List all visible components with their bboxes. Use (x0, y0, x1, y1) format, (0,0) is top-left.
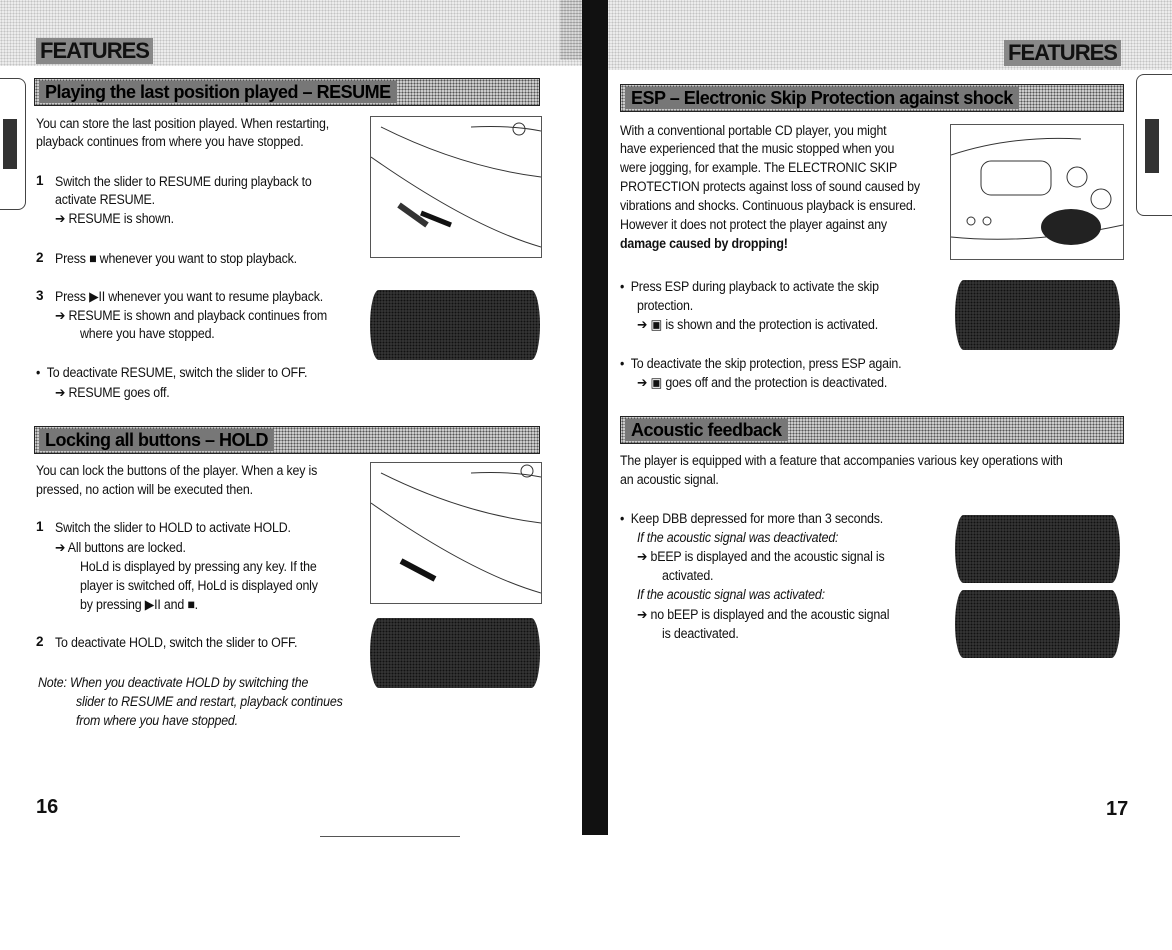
right-section1-bar (620, 84, 1124, 112)
left-s1-step3-result-1: ➔ RESUME is shown and playback continues from (55, 308, 328, 323)
right-side-tab (1136, 74, 1172, 216)
left-s1-step1-line1: Switch the slider to RESUME during playback to (55, 174, 312, 189)
right-s1-bullet2-result-text: goes off and the protection is deactivated. (665, 375, 888, 390)
left-s2-step2: To deactivate HOLD, switch the slider to OFF. (55, 635, 298, 650)
lcd-display-resume (370, 290, 540, 360)
left-section2-title: Locking all buttons – HOLD (39, 429, 274, 451)
right-s2-case2-result-1: ➔ no bEEP is displayed and the acoustic signal (637, 607, 890, 622)
left-section2-bar (34, 426, 540, 454)
right-s2-case1: If the acoustic signal was deactivated: (637, 530, 839, 545)
left-s1-step2-number: 2 (36, 250, 44, 265)
left-s2-step2-number: 2 (36, 634, 44, 649)
left-s1-step3-number: 3 (36, 288, 44, 303)
right-s2-bullet-text: Keep DBB depressed for more than 3 seconds. (630, 511, 884, 526)
left-s2-intro-1: You can lock the buttons of the player. When a key is (36, 463, 318, 478)
right-s1-intro-3: were jogging, for example. The ELECTRONIC SKIP (620, 160, 898, 175)
right-s1-intro-1: With a conventional portable CD player, you might (620, 123, 887, 138)
left-s1-step3-result-2: where you have stopped. (80, 326, 215, 341)
left-s1-intro-1: You can store the last position played. When restarting, (36, 116, 330, 131)
right-section2-bar (620, 416, 1124, 444)
right-s2-intro-2: an acoustic signal. (620, 472, 719, 487)
right-s1-bullet2: • To deactivate the skip protection, press ESP again. (620, 356, 902, 371)
lcd-display-hold (370, 618, 540, 688)
right-s1-intro-5: vibrations and shocks. Continuous playback is ensured. (620, 198, 916, 213)
right-s2-case2-result-text: no bEEP is displayed and the acoustic signal (650, 607, 890, 622)
right-s1-intro-7: damage caused by dropping! (620, 236, 788, 251)
right-s1-intro-4: PROTECTION protects against loss of sound caused by (620, 179, 920, 194)
player-sketch-hold (370, 462, 542, 604)
right-s2-case2: If the acoustic signal was activated: (637, 587, 825, 602)
right-s1-intro-2: have experienced that the music stopped when you (620, 141, 895, 156)
left-page-number: 16 (36, 796, 59, 818)
left-s1-bullet-result: ➔ RESUME goes off. (55, 385, 170, 400)
right-section1-title: ESP – Electronic Skip Protection against shock (625, 87, 1019, 109)
player-sketch-esp (950, 124, 1124, 260)
right-section2-title: Acoustic feedback (625, 419, 788, 441)
right-s1-bullet2-text: To deactivate the skip protection, press ESP again. (630, 356, 902, 371)
right-s1-bullet1-result-text: is shown and the protection is activated. (665, 317, 879, 332)
left-s1-step3: Press ▶II whenever you want to resume playback. (55, 289, 324, 304)
right-s1-bullet2-result: ➔ ▣ goes off and the protection is deactivated. (637, 375, 888, 390)
right-s2-bullet: • Keep DBB depressed for more than 3 seconds. (620, 511, 884, 526)
left-s2-step1-result-3: player is switched off, HoLd is displayed only (80, 578, 318, 593)
left-s1-bullet: • To deactivate RESUME, switch the slider to OFF. (36, 365, 308, 380)
player-sketch-resume-drawing (371, 117, 541, 257)
left-side-tab (0, 78, 26, 210)
left-side-tab-mark (3, 119, 17, 169)
left-s2-step1-result-1: ➔ All buttons are locked. (55, 540, 186, 555)
lcd-display-beep-on (955, 515, 1120, 583)
left-note-1: Note: When you deactivate HOLD by switching the (38, 675, 309, 690)
left-s2-step1-result-4: by pressing ▶II and ■. (80, 597, 198, 612)
left-s1-bullet-result-text: RESUME goes off. (68, 385, 170, 400)
page-spine (582, 0, 608, 835)
left-section1-title: Playing the last position played – RESUME (39, 81, 397, 103)
right-s1-intro-6: However it does not protect the player against any (620, 217, 887, 232)
left-s1-step1-number: 1 (36, 173, 44, 188)
left-s1-step1-result: ➔ RESUME is shown. (55, 211, 174, 226)
left-s2-step1-number: 1 (36, 519, 44, 534)
left-section1-bar (34, 78, 540, 106)
right-page-number: 17 (1106, 798, 1129, 820)
bottom-rule (320, 836, 460, 837)
left-s1-intro-2: playback continues from where you have stopped. (36, 134, 304, 149)
left-s2-step1-result-2: HoLd is displayed by pressing any key. If the (80, 559, 317, 574)
right-s2-case2-result-2: is deactivated. (662, 626, 739, 641)
player-sketch-esp-drawing (951, 125, 1123, 259)
left-s2-step1: Switch the slider to HOLD to activate HOLD. (55, 520, 291, 535)
left-note-2: slider to RESUME and restart, playback continues (76, 694, 343, 709)
right-s1-bullet1-text: Press ESP during playback to activate the skip (630, 279, 879, 294)
right-s1-bullet1-result: ➔ ▣ is shown and the protection is activated. (637, 317, 879, 332)
player-sketch-hold-drawing (371, 463, 541, 603)
left-s2-step1-result-text: All buttons are locked. (67, 540, 186, 555)
right-s1-bullet1-line1: • Press ESP during playback to activate the skip (620, 279, 879, 294)
left-s1-step1-line2: activate RESUME. (55, 192, 155, 207)
left-header-title: FEATURES (36, 38, 153, 64)
right-s2-case1-result-2: activated. (662, 568, 714, 583)
left-s1-step3-result-text: RESUME is shown and playback continues from (68, 308, 328, 323)
right-header-title: FEATURES (1004, 40, 1121, 66)
right-side-tab-mark (1145, 119, 1159, 173)
left-note-3: from where you have stopped. (76, 713, 238, 728)
right-s2-case1-result-1: ➔ bEEP is displayed and the acoustic signal is (637, 549, 885, 564)
right-s2-intro-1: The player is equipped with a feature that accompanies various key operations with (620, 453, 1063, 468)
lcd-display-beep-off (955, 590, 1120, 658)
lcd-display-esp (955, 280, 1120, 350)
left-s1-bullet-text: To deactivate RESUME, switch the slider to OFF. (46, 365, 308, 380)
player-sketch-resume (370, 116, 542, 258)
left-s2-intro-2: pressed, no action will be executed then. (36, 482, 253, 497)
right-s1-bullet1-line2: protection. (637, 298, 693, 313)
left-s1-step1-result-text: RESUME is shown. (68, 211, 174, 226)
left-s1-step2: Press ■ whenever you want to stop playback. (55, 251, 297, 266)
right-s2-case1-result-text: bEEP is displayed and the acoustic signal is (650, 549, 885, 564)
